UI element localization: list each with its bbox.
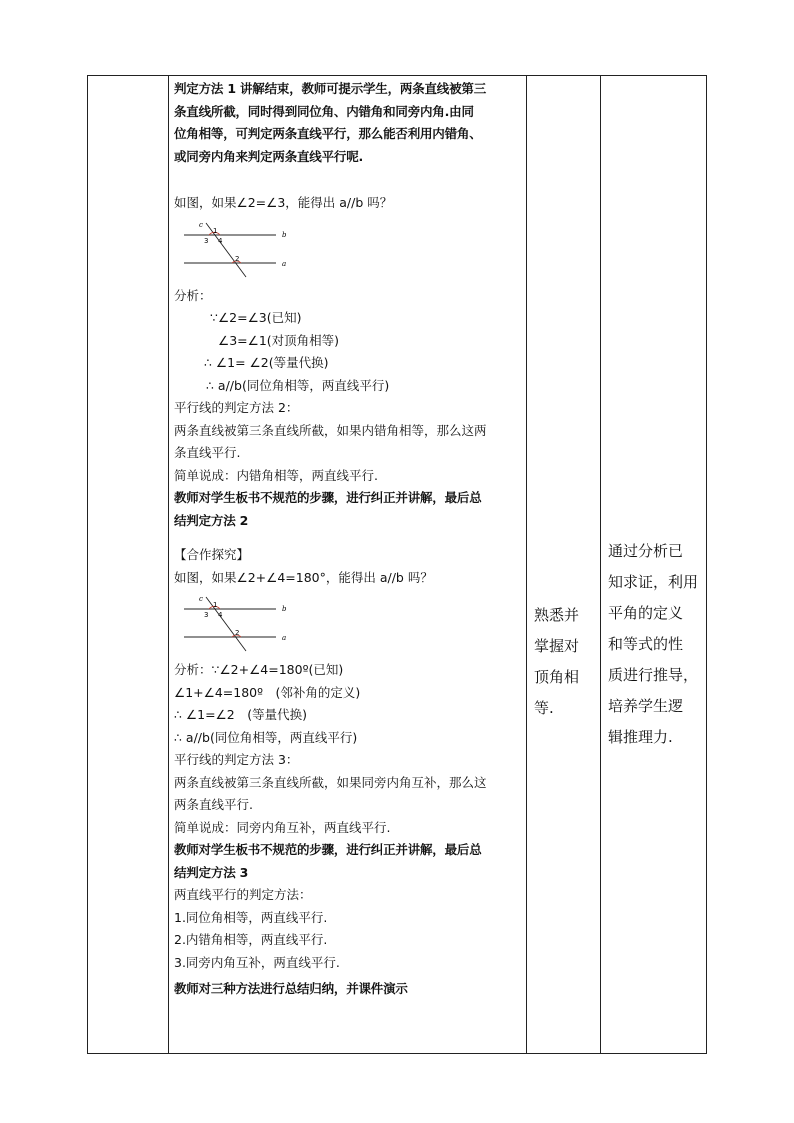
method-3-short: 简单说成：同旁内角互补，两直线平行. [174,819,391,835]
label-2: 2 [235,254,240,263]
label-2: 2 [235,629,240,637]
label-1: 1 [213,601,218,609]
teacher-note-2: 教师对学生板书不规范的步骤，进行纠正并讲解，最后总 [174,490,482,505]
teacher-note-2: 结判定方法 2 [174,512,249,528]
label-4: 4 [218,611,223,619]
label-a: a [282,259,287,268]
analysis-step: ∵∠2=∠3(已知) [210,310,302,325]
label-a: a [282,634,287,642]
label-1: 1 [213,226,218,235]
method-2-short: 简单说成：内错角相等，两直线平行. [174,467,378,483]
method-2-text: 两条直线被第三条直线所截，如果内错角相等，那么这两 [174,422,487,438]
lesson-table [87,75,707,1054]
teaching-content-cell [174,78,524,1001]
analysis-step: ∴ ∠1= ∠2(等量代换) [204,355,329,370]
method-3-text: 两条直线被第三条直线所截，如果同旁内角互补，那么这 [174,774,487,790]
summary-item: 3.同旁内角互补，两直线平行. [174,954,340,970]
intro-line: 位角相等，可判定两条直线平行，那么能否利用内错角、 [174,126,482,141]
design-intent-line: 通过分析已 [608,542,684,560]
question-1: 如图，如果∠2=∠3，能得出 a//b 吗？ [174,195,393,210]
method-3-text: 两条直线平行. [174,797,253,812]
method-2-text: 条直线平行. [174,445,241,460]
analysis-step: ∴ a//b(同位角相等，两直线平行) [206,377,390,393]
student-activity-line: 顶角相 [534,668,580,686]
intro-line: 条直线所截，同时得到同位角、内错角和同旁内角.由同 [174,103,474,119]
line-c [206,597,246,651]
label-b: b [282,230,287,239]
coop-title: 【合作探究】 [174,547,250,562]
label-c: c [199,220,203,229]
intro-line: 判定方法 1 讲解结束，教师可提示学生，两条直线被第三 [174,81,487,96]
student-activity-line: 掌握对 [534,637,580,655]
summary-item: 1.同位角相等，两直线平行. [174,909,328,925]
design-intent-line: 辑推理力. [608,728,673,746]
teacher-note-3: 教师对学生板书不规范的步骤，进行纠正并讲解，最后总 [174,842,482,857]
final-note: 教师对三种方法进行总结归纳，并课件演示 [174,981,408,996]
summary-title: 两直线平行的判定方法： [174,887,312,902]
student-activity-line: 熟悉并 [534,606,580,624]
label-b: b [282,605,287,613]
analysis-step: ∴ a//b(同位角相等，两直线平行) [174,729,358,745]
analysis-label: 分析： [174,287,212,303]
column-divider [600,76,601,1053]
column-divider [168,76,169,1053]
analysis-step: ∠1+∠4=180º (邻补角的定义) [174,684,361,700]
student-activity-line: 等. [534,699,554,717]
analysis-step: ∠3=∠1(对顶角相等) [218,332,340,348]
student-activity-cell [534,600,596,724]
design-intent-line: 平角的定义 [608,604,684,622]
label-4: 4 [218,236,223,245]
parallel-lines-figure-2 [182,593,292,655]
method-3-title: 平行线的判定方法 3： [174,752,299,767]
method-2-title: 平行线的判定方法 2： [174,400,299,415]
label-c: c [199,595,203,603]
design-intent-line: 质进行推导， [608,666,699,684]
analysis-step: 分析：∵∠2+∠4=180º(已知) [174,662,344,677]
summary-item: 2.内错角相等，两直线平行. [174,932,328,947]
label-3: 3 [204,611,209,619]
column-divider [526,76,527,1053]
design-intent-line: 知求证，利用 [608,573,699,591]
label-3: 3 [204,236,209,245]
design-intent-line: 和等式的性 [608,635,684,653]
design-intent-cell [608,536,704,753]
line-c [206,223,246,277]
intro-line: 或同旁内角来判定两条直线平行呢. [174,148,364,164]
analysis-step: ∴ ∠1=∠2 (等量代换) [174,707,307,722]
design-intent-line: 培养学生逻 [608,697,684,715]
teacher-note-3: 结判定方法 3 [174,864,249,880]
question-2: 如图，如果∠2+∠4=180°，能得出 a//b 吗？ [174,569,433,585]
parallel-lines-figure-1 [182,219,292,281]
